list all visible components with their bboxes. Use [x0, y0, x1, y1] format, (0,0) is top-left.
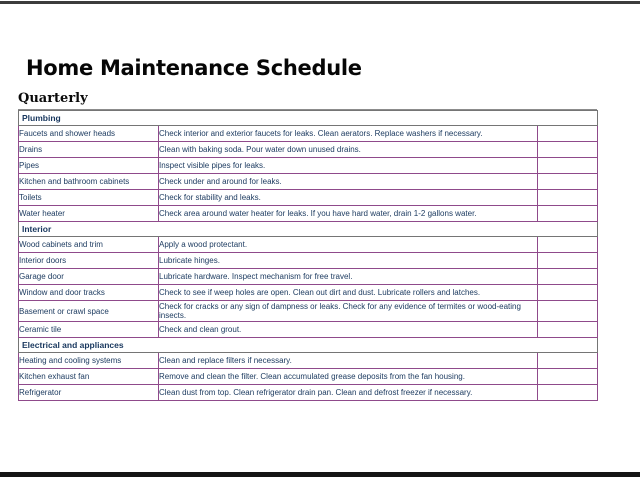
- section-subtitle-quarterly: Quarterly: [18, 91, 597, 110]
- table-row: [19, 385, 598, 401]
- completion-cell: [538, 142, 598, 158]
- completion-cell: [538, 369, 598, 385]
- completion-cell: [538, 126, 598, 142]
- section-header-plumbing: Plumbing: [19, 111, 598, 126]
- completion-cell: [538, 206, 598, 222]
- maintenance-table: [18, 110, 598, 401]
- item-label: Window and door tracks: [19, 285, 159, 301]
- task-description: Check area around water heater for leaks. If you have hard water, drain 1-2 gallons water.: [159, 206, 538, 222]
- table-row: [19, 237, 598, 253]
- task-description: Check interior and exterior faucets for leaks. Clean aerators. Replace washers if necessary.: [159, 126, 538, 142]
- completion-cell: [538, 190, 598, 206]
- item-label: Ceramic tile: [19, 322, 159, 338]
- task-description: Clean with baking soda. Pour water down unused drains.: [159, 142, 538, 158]
- table-row: [19, 190, 598, 206]
- item-label: Toilets: [19, 190, 159, 206]
- item-label: Kitchen and bathroom cabinets: [19, 174, 159, 190]
- task-description: Check to see if weep holes are open. Clean out dirt and dust. Lubricate rollers and latches.: [159, 285, 538, 301]
- item-label: Heating and cooling systems: [19, 353, 159, 369]
- task-description: Lubricate hardware. Inspect mechanism for free travel.: [159, 269, 538, 285]
- page-title: Home Maintenance Schedule: [26, 56, 362, 80]
- completion-cell: [538, 237, 598, 253]
- table-row: [19, 158, 598, 174]
- completion-cell: [538, 301, 598, 322]
- completion-cell: [538, 322, 598, 338]
- table-row: [19, 206, 598, 222]
- item-label: Wood cabinets and trim: [19, 237, 159, 253]
- task-description: Check for cracks or any sign of dampness or leaks. Check for any evidence of termites or wood-eating insects.: [159, 301, 538, 322]
- completion-cell: [538, 353, 598, 369]
- item-label: Water heater: [19, 206, 159, 222]
- task-description: Check for stability and leaks.: [159, 190, 538, 206]
- item-label: Interior doors: [19, 253, 159, 269]
- completion-cell: [538, 158, 598, 174]
- table-row: [19, 353, 598, 369]
- task-description: Check and clean grout.: [159, 322, 538, 338]
- section-header-row: [19, 338, 598, 353]
- table-row: [19, 142, 598, 158]
- completion-cell: [538, 285, 598, 301]
- completion-cell: [538, 174, 598, 190]
- section-header-interior: Interior: [19, 222, 598, 237]
- section-header-electrical: Electrical and appliances: [19, 338, 598, 353]
- section-header-row: [19, 222, 598, 237]
- item-label: Drains: [19, 142, 159, 158]
- task-description: Lubricate hinges.: [159, 253, 538, 269]
- completion-cell: [538, 269, 598, 285]
- table-row: [19, 301, 598, 322]
- item-label: Pipes: [19, 158, 159, 174]
- letterbox-top-bar: [0, 1, 640, 4]
- item-label: Kitchen exhaust fan: [19, 369, 159, 385]
- table-row: [19, 174, 598, 190]
- section-header-row: [19, 111, 598, 126]
- item-label: Faucets and shower heads: [19, 126, 159, 142]
- letterbox-bottom-bar: [0, 472, 640, 477]
- table-row: [19, 253, 598, 269]
- completion-cell: [538, 253, 598, 269]
- table-row: [19, 126, 598, 142]
- task-description: Apply a wood protectant.: [159, 237, 538, 253]
- item-label: Garage door: [19, 269, 159, 285]
- completion-cell: [538, 385, 598, 401]
- table-row: [19, 269, 598, 285]
- task-description: Clean dust from top. Clean refrigerator drain pan. Clean and defrost freezer if necessary.: [159, 385, 538, 401]
- task-description: Clean and replace filters if necessary.: [159, 353, 538, 369]
- table-row: [19, 322, 598, 338]
- item-label: Basement or crawl space: [19, 301, 159, 322]
- table-row: [19, 285, 598, 301]
- item-label: Refrigerator: [19, 385, 159, 401]
- table-row: [19, 369, 598, 385]
- task-description: Check under and around for leaks.: [159, 174, 538, 190]
- task-description: Inspect visible pipes for leaks.: [159, 158, 538, 174]
- task-description: Remove and clean the filter. Clean accumulated grease deposits from the fan housing.: [159, 369, 538, 385]
